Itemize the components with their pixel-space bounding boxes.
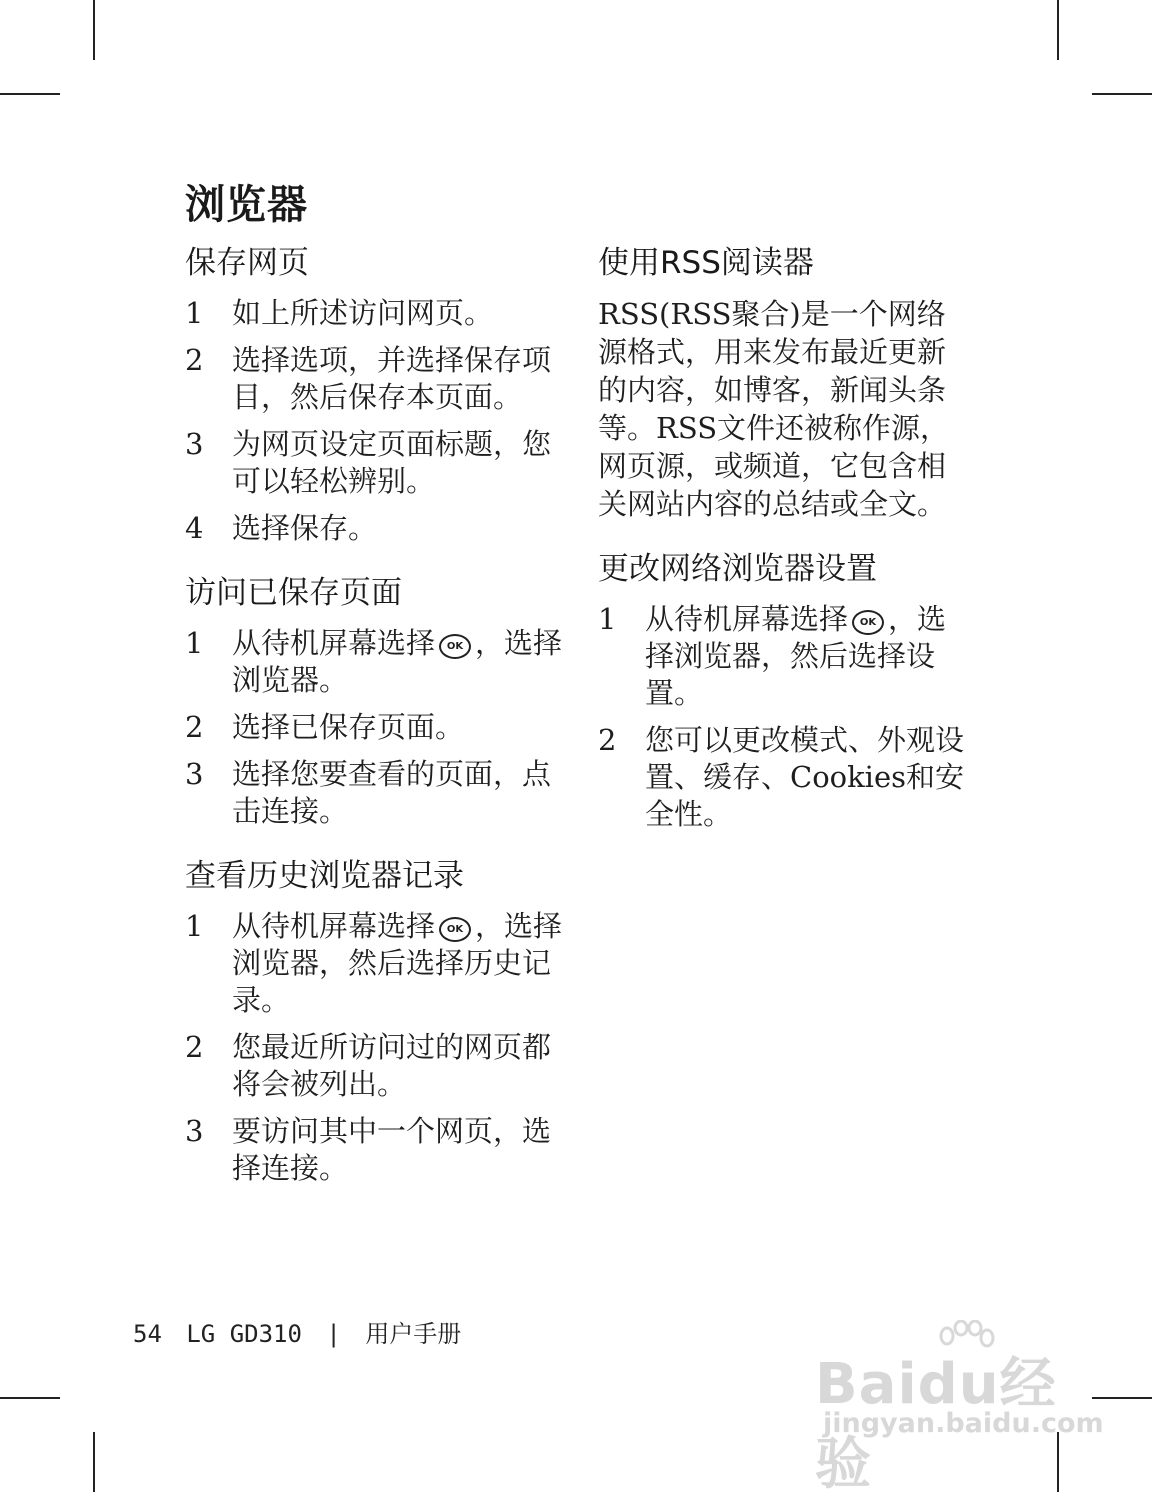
list-item <box>185 342 565 416</box>
step-list <box>185 908 565 1187</box>
section-title: 保存网页 <box>185 245 309 281</box>
step-number: 1 <box>185 296 204 330</box>
step-number: 3 <box>185 1114 204 1148</box>
step-number: 1 <box>185 909 204 943</box>
list-item <box>598 722 970 833</box>
step-list <box>185 625 565 830</box>
crop-mark <box>93 0 95 60</box>
step-text: 从待机屏幕选择 OK ，选择浏览器，然后选择设置。 <box>645 602 947 710</box>
rss-description: RSS(RSS聚合)是一个网络源格式，用来发布最近更新的内容，如博客，新闻头条等。RSS文件还被称作源，网页源，或频道，它包含相关网站内容的总结或全文。 <box>598 297 950 521</box>
section-title: 更改网络浏览器设置 <box>598 551 877 587</box>
model-name: LG GD310 <box>186 1320 302 1348</box>
step-text: 从待机屏幕选择 OK ，选择浏览器，然后选择历史记录。 <box>232 909 563 1017</box>
step-text: 您最近所访问过的网页都将会被列出。 <box>232 1030 552 1101</box>
manual-name: 用户手册 <box>365 1320 462 1348</box>
section-view-history <box>185 856 565 1187</box>
section-access-saved-pages <box>185 573 565 830</box>
section-title: 访问已保存页面 <box>185 575 402 611</box>
step-number: 1 <box>598 602 617 636</box>
page-title: 浏览器 <box>185 182 308 228</box>
list-item <box>185 908 565 1019</box>
step-text: 选择已保存页面。 <box>232 710 465 744</box>
step-number: 4 <box>185 511 204 545</box>
step-text: 如上所述访问网页。 <box>232 296 494 330</box>
ok-key-icon: OK <box>852 610 884 635</box>
step-list <box>598 601 970 833</box>
ok-key-icon: OK <box>439 634 471 659</box>
baidu-watermark <box>815 1320 1104 1497</box>
footer-separator: | <box>326 1320 341 1348</box>
section-save-page <box>185 243 565 547</box>
step-text: 要访问其中一个网页，选择连接。 <box>232 1114 552 1185</box>
step-number: 1 <box>185 626 204 660</box>
left-column <box>185 243 565 1213</box>
page-number: 54 <box>133 1320 162 1348</box>
step-text: 选择选项，并选择保存项目，然后保存本页面。 <box>232 343 552 414</box>
step-list <box>185 295 565 547</box>
list-item <box>185 426 565 500</box>
right-column <box>598 243 970 859</box>
step-text: 选择保存。 <box>232 511 378 545</box>
ok-key-icon: OK <box>439 917 471 942</box>
step-number: 2 <box>598 723 617 757</box>
list-item <box>185 1113 565 1187</box>
section-title: 使用RSS阅读器 <box>598 245 814 281</box>
crop-mark <box>0 1397 60 1399</box>
page-footer <box>133 1314 471 1349</box>
list-item <box>185 756 565 830</box>
section-rss-reader <box>598 243 970 523</box>
section-browser-settings <box>598 549 970 833</box>
list-item <box>185 510 565 547</box>
list-item <box>185 709 565 746</box>
crop-mark <box>0 93 60 95</box>
list-item <box>185 295 565 332</box>
step-text: 为网页设定页面标题，您可以轻松辨别。 <box>232 427 552 498</box>
crop-mark <box>1092 1397 1152 1399</box>
step-number: 2 <box>185 1030 204 1064</box>
step-number: 2 <box>185 343 204 377</box>
step-number: 3 <box>185 757 204 791</box>
crop-mark <box>93 1432 95 1492</box>
step-text: 从待机屏幕选择 OK ，选择浏览器。 <box>232 626 563 697</box>
section-title: 查看历史浏览器记录 <box>185 858 464 894</box>
step-number: 2 <box>185 710 204 744</box>
step-number: 3 <box>185 427 204 461</box>
step-text: 选择您要查看的页面，点击连接。 <box>232 757 552 828</box>
watermark-url: jingyan.baidu.com <box>823 1408 1104 1439</box>
crop-mark <box>1057 0 1059 60</box>
watermark-brand: Baidu经验 <box>815 1352 1057 1497</box>
crop-mark <box>1092 93 1152 95</box>
list-item <box>185 1029 565 1103</box>
list-item <box>598 601 970 712</box>
list-item <box>185 625 565 699</box>
step-text: 您可以更改模式、外观设置、缓存、Cookies和安全性。 <box>645 723 965 831</box>
